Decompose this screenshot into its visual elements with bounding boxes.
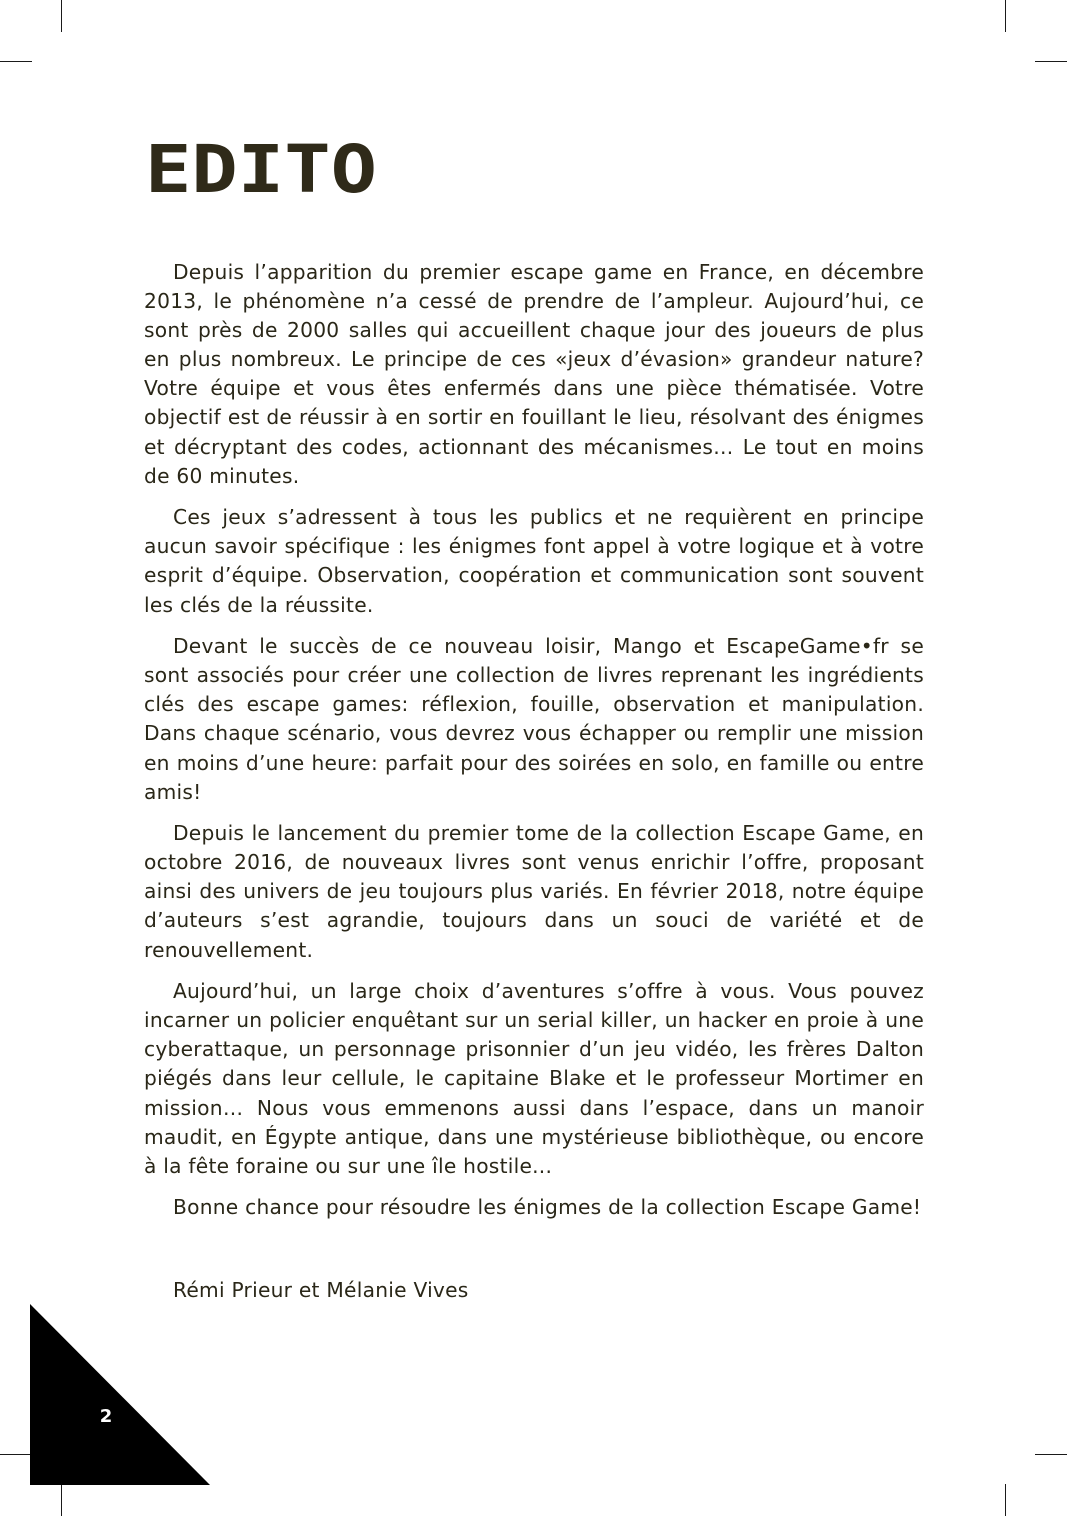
paragraph-audience: Ces jeux s’adressent à tous les publics et ne requièrent en principe aucun savoir spécifique : les énigmes font appel à votre logique et à votre esprit d’équipe. Observation, coopération et communication sont souvent les clés de la réussite. — [144, 505, 924, 617]
paragraph-history: Depuis le lancement du premier tome de la collection Escape Game, en octobre 2016, de nouveaux livres sont venus enrichir l’offre, proposant ainsi des univers de jeu toujours plus variés. En février 2018, notre équipe d’auteurs s’est agrandie, toujours dans un souci de variété et de renouvellement. — [144, 821, 924, 962]
crop-mark-top-left — [61, 0, 62, 32]
paragraph-collection: Devant le succès de ce nouveau loisir, Mango et EscapeGame•fr se sont associés pour créer une collection de livres reprenant les ingrédients clés des escape games: réflexion, fouille, observation et manipulation. Dans chaque scénario, vous devrez vous échapper ou remplir une mission en moins d’une heure: parfait pour des soirées en solo, en famille ou entre amis! — [144, 634, 924, 804]
paragraph-closing: Bonne chance pour résoudre les énigmes de la collection Escape Game! — [173, 1195, 922, 1220]
crop-mark-bottom-left — [61, 1484, 62, 1516]
signature: Rémi Prieur et Mélanie Vives — [173, 1278, 469, 1302]
crop-mark-right-bottom — [1035, 1454, 1067, 1455]
page-number: 2 — [99, 1406, 113, 1427]
crop-mark-left-top — [0, 61, 32, 62]
editorial-body — [144, 258, 924, 1222]
page-title-lettering — [145, 138, 385, 198]
crop-mark-top-right — [1005, 0, 1006, 32]
paragraph-adventures: Aujourd’hui, un large choix d’aventures s’offre à vous. Vous pouvez incarner un policier enquêtant sur un serial killer, un hacker en proie à une cyberattaque, un personnage prisonnier d’un jeu vidéo, les frères Dalton piégés dans leur cellule, le capitaine Blake et le professeur Mortimer en mission… Nous vous emmenons aussi dans l’espace, dans un manoir maudit, en Égypte antique, dans une mystérieuse bibliothèque, ou encore à la fête foraine ou sur une île hostile... — [144, 979, 924, 1178]
crop-mark-left-bottom — [0, 1454, 32, 1455]
svg-text:EDITO: EDITO — [145, 138, 377, 198]
paragraph-intro: Depuis l’apparition du premier escape game en France, en décembre 2013, le phénomène n’a cessé de prendre de l’ampleur. Aujourd’hui, ce sont près de 2000 salles qui accueillent chaque jour des joueurs de plus en plus nombreux. Le principe de ces «jeux d’évasion» grandeur nature? Votre équipe et vous êtes enfermés dans une pièce thématisée. Votre objectif est de réussir à en sortir en fouillant le lieu, résolvant des énigmes et décryptant des codes, actionnant des mécanismes… Le tout en moins de 60 minutes. — [144, 260, 924, 488]
crop-mark-right-top — [1035, 61, 1067, 62]
crop-mark-bottom-right — [1005, 1484, 1006, 1516]
page-title — [145, 138, 385, 198]
corner-triangle — [30, 1304, 210, 1485]
